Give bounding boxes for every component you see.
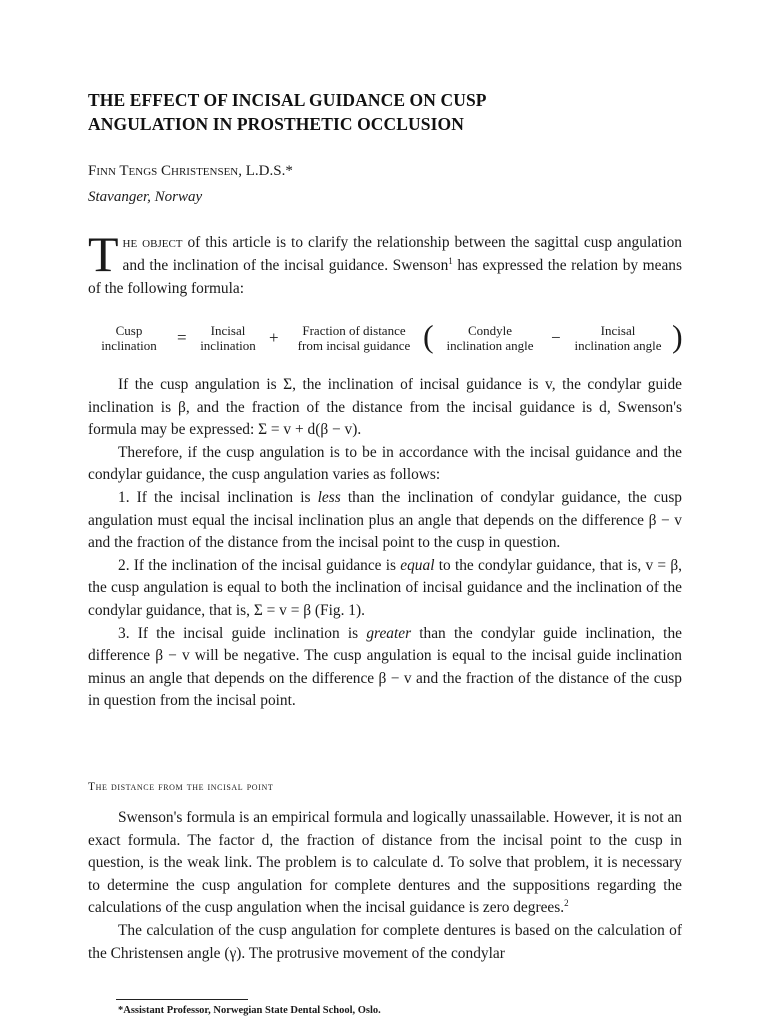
paragraph-definitions: If the cusp angulation is Σ, the inclination of incisal guidance is v, the condylar guide inclination is β, and the fraction of the distance from the incisal guidance is d, Swenson's formula may be expressed: Σ = v + d(β − v).: [88, 376, 682, 439]
reference-2: 2: [564, 898, 569, 909]
title-line-2: ANGULATION IN PROSTHETIC OCCLUSION: [88, 114, 464, 134]
article-title: [88, 88, 682, 136]
list-item-1: 1. If the incisal inclination is less than the inclination of condylar guidance, the cusp angulation must equal the incisal inclination plus an angle that depends on the difference β − v and the fraction of the distance from the incisal point to the cusp in question.: [88, 488, 682, 552]
section-body: [88, 807, 682, 965]
drop-cap: T: [88, 226, 119, 282]
formula-term-cusp: Cusp inclination: [101, 323, 157, 353]
formula-left-paren: (: [423, 318, 434, 354]
footnote: *Assistant Professor, Norwegian State Dental School, Oslo.: [118, 1005, 381, 1016]
intro-paragraph: [88, 226, 682, 300]
formula-term-fraction: Fraction of distance from incisal guidance: [297, 323, 411, 353]
list-item-3: 3. If the incisal guide inclination is greater than the condylar guide inclination, the difference β − v will be negative. The cusp angulation is equal to the incisal guide inclination minus an angle that depends on the difference β − v and the fraction of the distance of the cusp in question from the incisal point.: [88, 624, 682, 710]
paragraph-therefore: Therefore, if the cusp angulation is to be in accordance with the incisal guidance and the condylar guidance, the cusp angulation varies as follows:: [88, 443, 682, 484]
intro-text-1: of this article is to clarify the relationship between the sagittal cusp angulation and the inclination of the incisal guidance. Swenson: [122, 234, 682, 274]
intro-text-2: has expressed the relation by means of the following formula:: [88, 257, 682, 297]
formula-term-incisal-angle: Incisal inclination angle: [574, 323, 662, 353]
reference-1: 1: [448, 255, 453, 266]
formula-plus: +: [269, 328, 279, 347]
section-heading: The distance from the incisal point: [88, 781, 274, 793]
formula-right-paren: ): [672, 318, 683, 354]
list-item-2: 2. If the inclination of the incisal guidance is equal to the condylar guidance, that is, v = β, the cusp angulation is equal to both the inclination of incisal guidance and the inclination of the condylar guidance, that is, Σ = v = β (Fig. 1).: [88, 556, 682, 619]
title-line-1: THE EFFECT OF INCISAL GUIDANCE ON CUSP: [88, 90, 487, 110]
article-body: [88, 374, 682, 713]
section-paragraph-2: The calculation of the cusp angulation for complete dentures is based on the calculation of the Christensen angle (γ). The protrusive movement of the condylar: [88, 921, 682, 962]
author-name: Finn Tengs Christensen, L.D.S.*: [88, 163, 293, 179]
formula-minus: −: [551, 328, 561, 347]
formula-term-incisal: Incisal inclination: [200, 323, 256, 353]
section-paragraph-1: Swenson's formula is an empirical formula and logically unassailable. However, it is not an exact formula. The factor d, the fraction of distance from the incisal point to the cusp in question, is the weak link. The problem is to calculate d. To solve that problem, it is necessary to determine the cusp angulation for complete dentures and the suppositions regarding the calculations of the cusp angulation when the incisal guidance is zero degrees.$^2$: [88, 809, 682, 917]
swenson-formula: [88, 318, 683, 361]
author-affiliation: Stavanger, Norway: [88, 189, 203, 205]
footnote-divider: [116, 999, 248, 1000]
intro-smallcaps: he object: [122, 234, 183, 251]
formula-equals: =: [177, 328, 187, 347]
formula-term-condyle: Condyle inclination angle: [446, 323, 534, 353]
